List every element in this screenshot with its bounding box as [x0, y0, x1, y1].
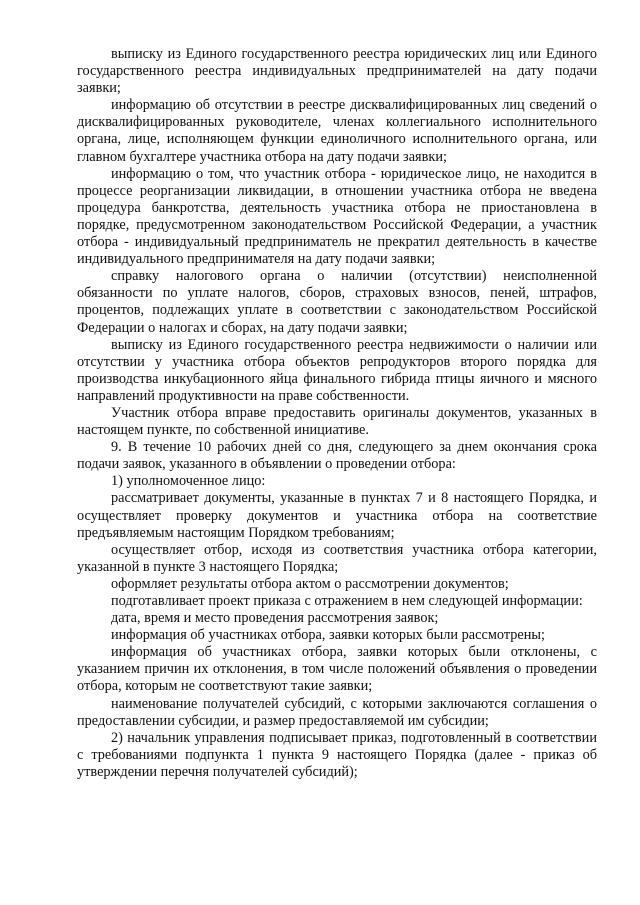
paragraph-performs-selection: осуществляет отбор, исходя из соответствия участника отбора категории, указанной в пункте 3 настоящего Порядка;	[77, 541, 597, 575]
paragraph-reorganization-info: информацию о том, что участник отбора - юридическое лицо, не находится в процессе реорганизации ликвидации, в отношении участника отбора не введена процедура банкротства, деятельность участника отбора не приостановлена в порядке, предусмотренном законодательством Российской Федерации, а участник отбора - индивидуальный предприниматель не прекратил деятельность в качестве индивидуального предпринимателя на дату подачи заявки;	[77, 165, 597, 268]
paragraph-rejected-participants: информация об участниках отбора, заявки которых были отклонены, с указанием причин их отклонения, в том числе положений объявления о проведении отбора, которым не соответствуют такие заявки;	[77, 644, 597, 695]
paragraph-authorized-person: 1) уполномоченное лицо:	[111, 473, 266, 490]
paragraph-originals-right: Участник отбора вправе предоставить оригиналы документов, указанных в настоящем пункте, по собственной инициативе.	[77, 404, 597, 439]
paragraph-prepares-order: подготавливает проект приказа с отражением в нем следующей информации:	[111, 593, 583, 609]
paragraph-tax-certificate: справку налогового органа о наличии (отсутствии) неисполненной обязанности по уплате налогов, сборов, страховых взносов, пеней, штрафов, процентов, подлежащих уплате в соответствии с законодательством Российской Федерации о налогах и сборах, на дату подачи заявки;	[77, 268, 597, 336]
paragraph-records-results: оформляет результаты отбора актом о рассмотрении документов;	[111, 575, 509, 592]
document-page	[77, 46, 597, 781]
paragraph-reviewed-participants: информация об участниках отбора, заявки которых были рассмотрены;	[111, 627, 545, 644]
paragraph-head-signs-order: 2) начальник управления подписывает приказ, подготовленный в соответствии с требованиями подпункта 1 пункта 9 настоящего Порядка (далее - приказ об утверждении перечня получателей субсидий);	[77, 729, 597, 780]
paragraph-subsidy-recipients: наименование получателей субсидий, с которыми заключаются соглашения о предоставлении субсидии, и размер предоставляемой им субсидии;	[77, 695, 597, 729]
paragraph-date-time-place: дата, время и место проведения рассмотрения заявок;	[111, 610, 439, 627]
paragraph-item-9: 9. В течение 10 рабочих дней со дня, следующего за днем окончания срока подачи заявок, указанного в объявлении о проведении отбора:	[77, 439, 597, 473]
paragraph-disqualified-registry: информацию об отсутствии в реестре дисквалифицированных лиц сведений о дисквалифицированных руководителе, членах коллегиального исполнительного органа, лице, исполняющем функции единоличного исполнительного органа, или главном бухгалтере участника отбора на дату подачи заявки;	[77, 97, 597, 165]
paragraph-reviews-documents: рассматривает документы, указанные в пунктах 7 и 8 настоящего Порядка, и осуществляет проверку документов и участника отбора на соответствие предъявляемым настоящим Порядком требованиям;	[77, 490, 597, 541]
paragraph-extract-egrul: выписку из Единого государственного реестра юридических лиц или Единого государственного реестра индивидуальных предпринимателей на дату подачи заявки;	[77, 46, 597, 97]
paragraph-real-estate-extract: выписку из Единого государственного реестра недвижимости о наличии или отсутствии у участника отбора объектов репродукторов второго порядка для производства инкубационного яйца финального гибрида птицы яичного и мясного направлений продуктивности на праве собственности.	[77, 336, 597, 404]
